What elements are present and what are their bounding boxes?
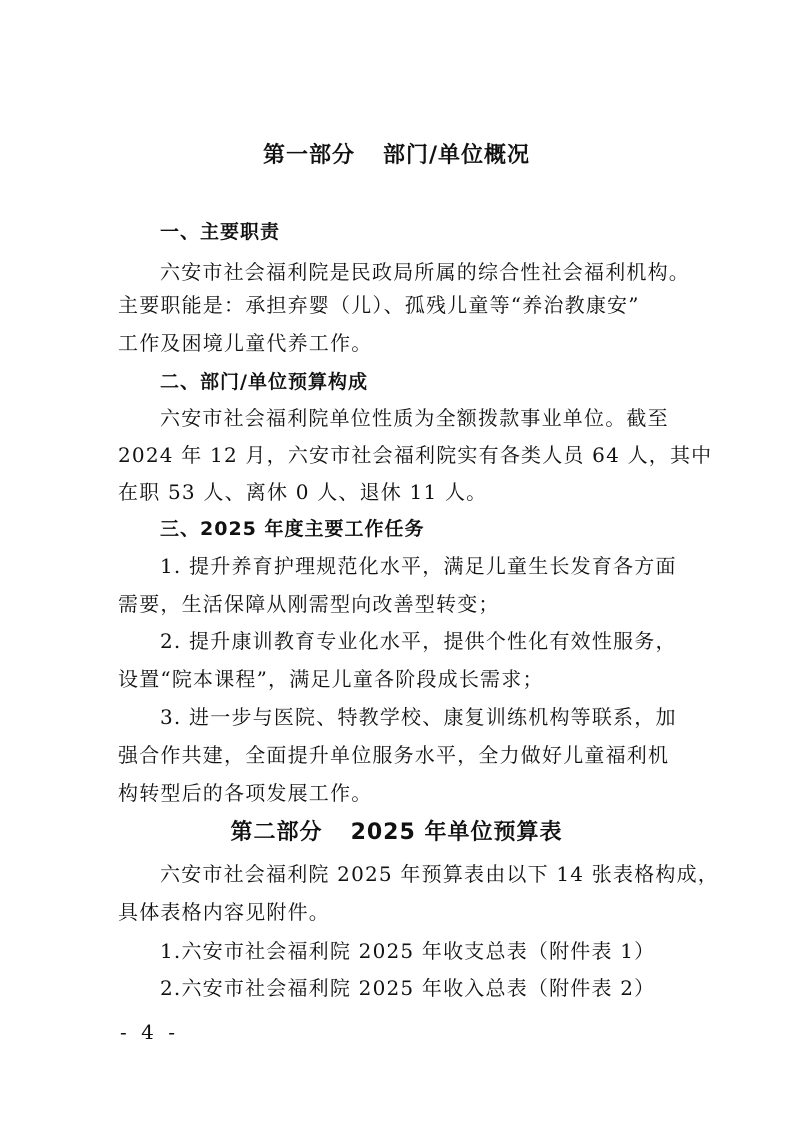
page-number: - 4 - (120, 1020, 179, 1044)
section1-line-2: 主要职能是：承担弃婴（儿）、孤残儿童等“养治教康安” (118, 293, 640, 317)
part2-line-4: 2.六安市社会福利院 2025 年收入总表（附件表 2） (160, 976, 656, 1000)
part2-title-text: 2025 年单位预算表 (350, 820, 563, 845)
part1-title-text: 部门/单位概况 (382, 143, 531, 168)
section3-line-1: 1. 提升养育护理规范化水平，满足儿童生长发育各方面 (160, 554, 677, 578)
part2-line-1: 六安市社会福利院 2025 年预算表由以下 14 张表格构成， (160, 862, 719, 886)
part2-title-part: 第二部分 (230, 820, 323, 845)
section3-line-7: 构转型后的各项发展工作。 (118, 781, 373, 805)
section3-line-3: 2. 提升康训教育专业化水平，提供个性化有效性服务， (160, 629, 677, 653)
part1-title-part: 第一部分 (262, 143, 355, 168)
section2-heading: 二、部门/单位预算构成 (160, 371, 368, 393)
section2-line-3: 在职 53 人、离休 0 人、退休 11 人。 (118, 480, 488, 504)
section3-line-6: 强合作共建，全面提升单位服务水平，全力做好儿童福利机 (118, 743, 670, 767)
section3-line-2: 需要，生活保障从刚需型向改善型转变； (118, 592, 500, 616)
part2-title (0, 818, 793, 848)
section2-line-2: 2024 年 12 月，六安市社会福利院实有各类人员 64 人，其中 (118, 443, 713, 467)
section3-heading: 三、2025 年度主要工作任务 (160, 518, 425, 540)
section1-line-3: 工作及困境儿童代养工作。 (118, 331, 373, 355)
section1-heading: 一、主要职责 (160, 221, 281, 243)
section3-line-5: 3. 进一步与医院、特教学校、康复训练机构等联系，加 (160, 705, 677, 729)
section2-line-1: 六安市社会福利院单位性质为全额拨款事业单位。截至 (160, 406, 669, 430)
section3-line-4: 设置“院本课程”，满足儿童各阶段成长需求； (118, 667, 544, 691)
part2-line-2: 具体表格内容见附件。 (118, 900, 330, 924)
section1-line-1: 六安市社会福利院是民政局所属的综合性社会福利机构。 (160, 260, 690, 284)
part1-title (0, 141, 793, 171)
part2-line-3: 1.六安市社会福利院 2025 年收支总表（附件表 1） (160, 939, 656, 963)
